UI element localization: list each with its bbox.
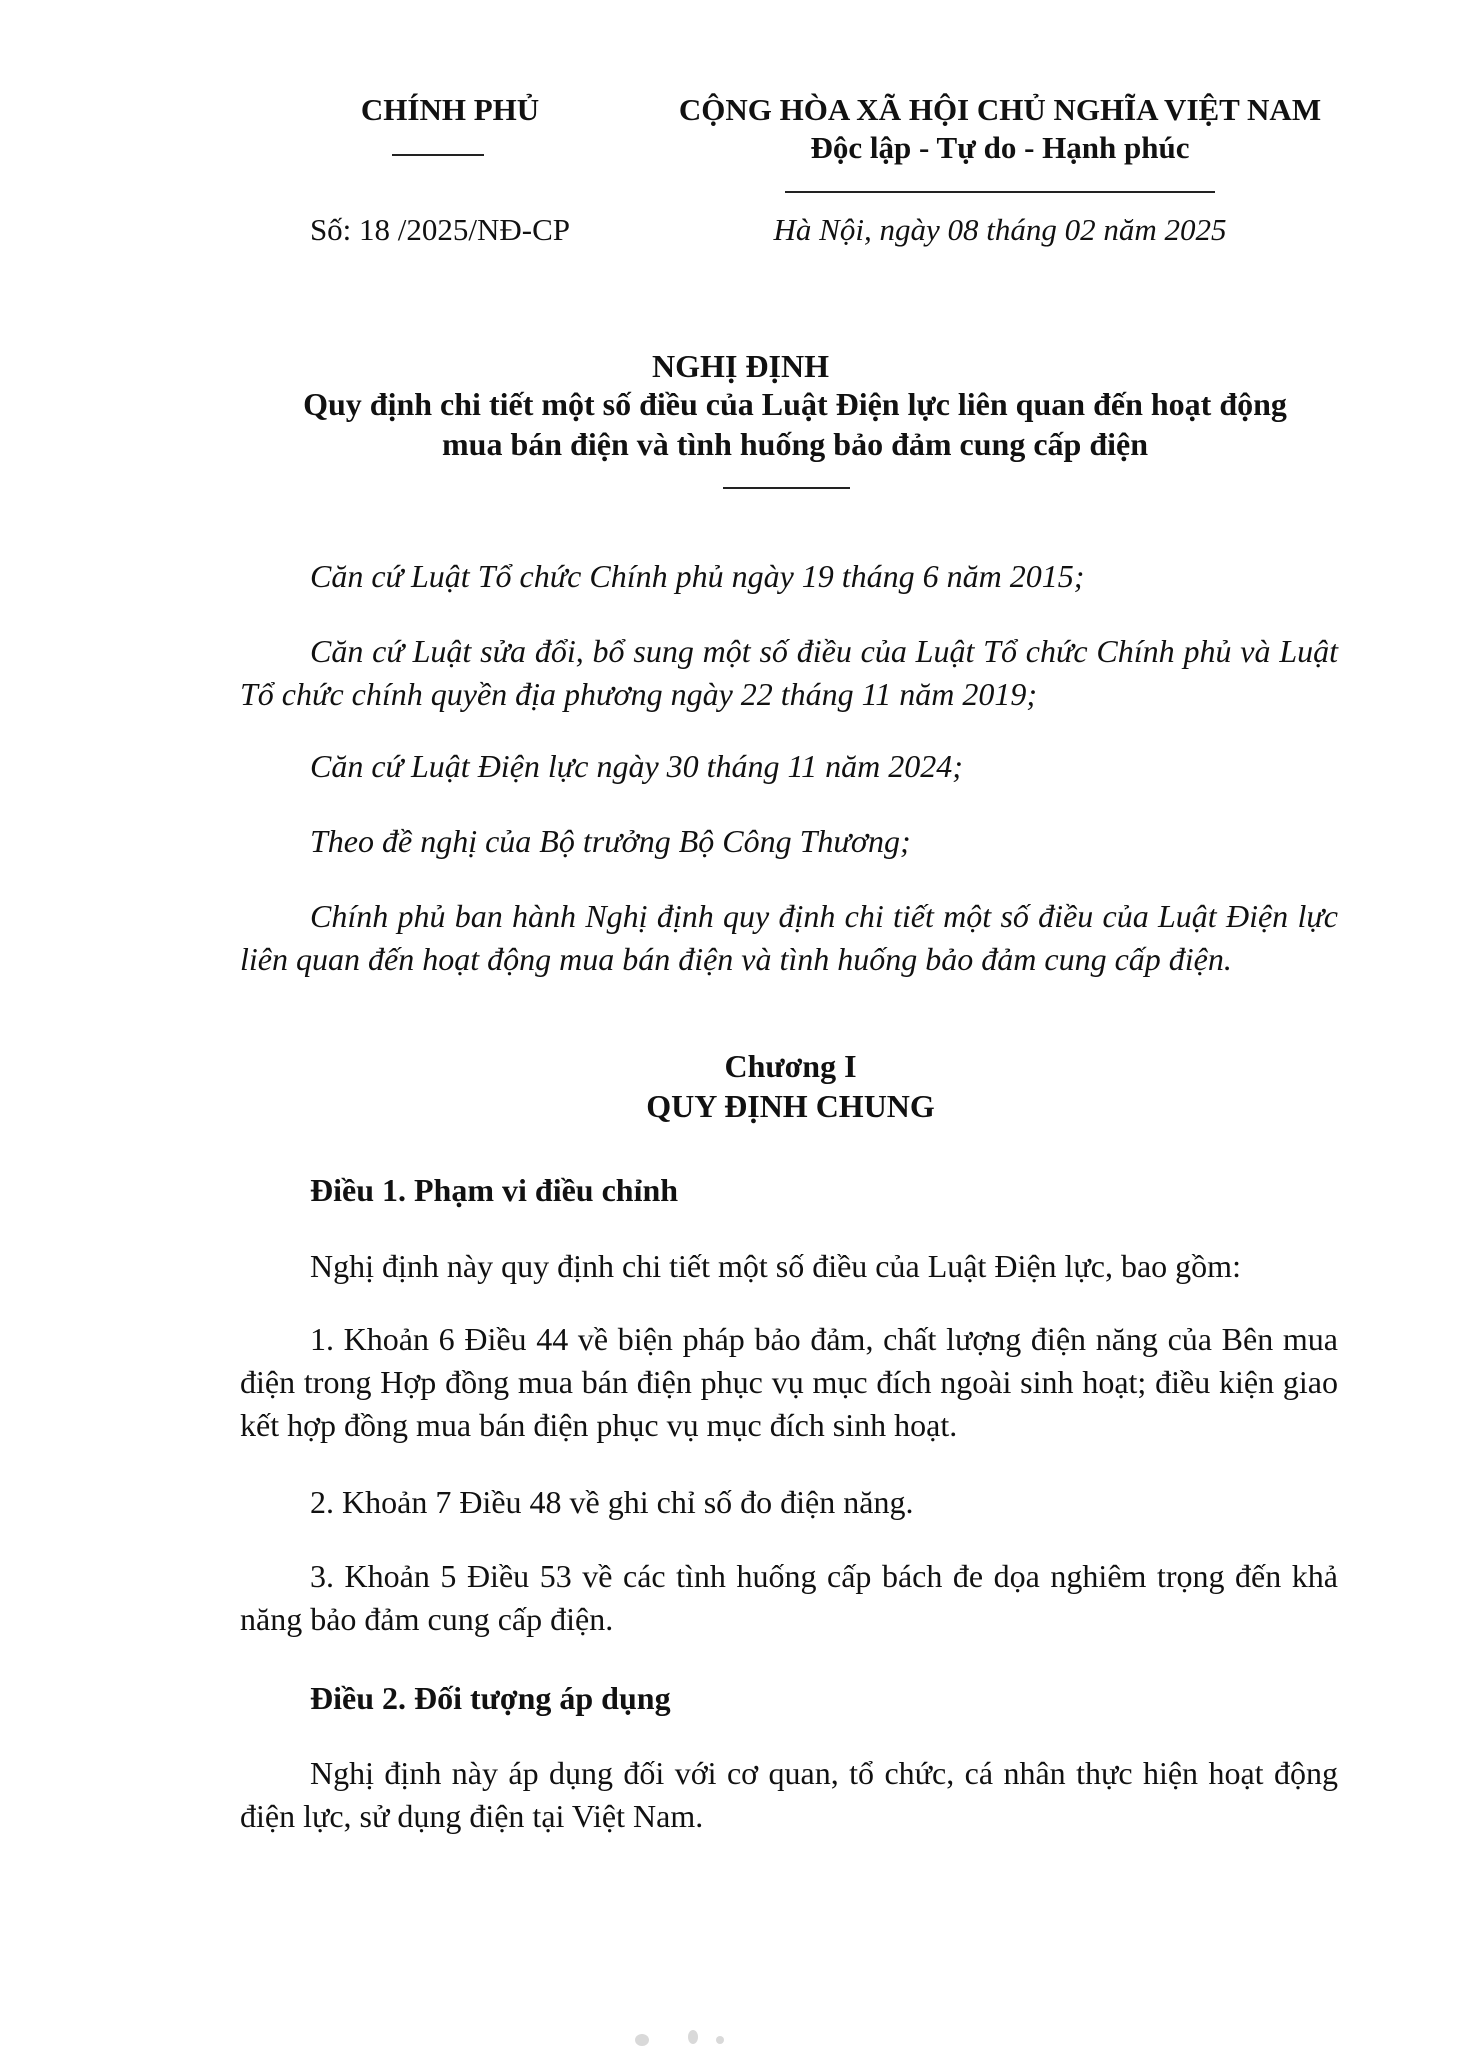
agency-name: CHÍNH PHỦ [360,92,540,127]
place-date: Hà Nội, ngày 08 tháng 02 năm 2025 [773,212,1227,247]
article-1-item: 2. Khoản 7 Điều 48 về ghi chỉ số đo điện năng. [310,1484,914,1520]
motto-underline [785,191,1215,193]
article-1-heading: Điều 1. Phạm vi điều chỉnh [310,1172,679,1208]
document-title-line1: Quy định chi tiết một số điều của Luật Điện lực liên quan đến hoạt động [303,386,1287,422]
article-2-heading: Điều 2. Đối tượng áp dụng [310,1680,671,1716]
preamble-line: Theo đề nghị của Bộ trưởng Bộ Công Thương; [310,823,911,859]
article-1-item: 3. Khoản 5 Điều 53 về các tình huống cấp bách đe dọa nghiêm trọng đến khả năng bảo đảm cung cấp điện. [240,1558,1338,1637]
chapter-title: QUY ĐỊNH CHUNG [646,1088,935,1124]
document-title-line2: mua bán điện và tình huống bảo đảm cung cấp điện [442,426,1148,462]
document-number: Số: 18 /2025/NĐ-CP [309,212,571,247]
national-motto: Độc lập - Tự do - Hạnh phúc [810,130,1190,165]
scan-speck [635,2034,649,2046]
agency-underline [392,154,484,156]
document-type: NGHỊ ĐỊNH [652,348,829,384]
preamble-line: Căn cứ Luật Tổ chức Chính phủ ngày 19 tháng 6 năm 2015; [310,558,1085,594]
country-name: CỘNG HÒA XÃ HỘI CHỦ NGHĨA VIỆT NAM [678,92,1322,127]
preamble-line: Căn cứ Luật sửa đổi, bổ sung một số điều của Luật Tổ chức Chính phủ và Luật Tổ chức chính quyền địa phương ngày 22 tháng 11 năm 2019; [240,633,1338,712]
preamble-line: Chính phủ ban hành Nghị định quy định chi tiết một số điều của Luật Điện lực liên quan đến hoạt động mua bán điện và tình huống bảo đảm cung cấp điện. [240,898,1338,977]
article-2-body: Nghị định này áp dụng đối với cơ quan, tổ chức, cá nhân thực hiện hoạt động điện lực, sử dụng điện tại Việt Nam. [240,1755,1338,1834]
title-underline [723,487,850,489]
preamble-line: Căn cứ Luật Điện lực ngày 30 tháng 11 năm 2024; [310,748,963,784]
scan-speck [688,2030,698,2044]
chapter-number: Chương I [724,1048,857,1084]
scan-speck [716,2036,724,2044]
article-1-intro: Nghị định này quy định chi tiết một số điều của Luật Điện lực, bao gồm: [310,1248,1241,1284]
article-1-item: 1. Khoản 6 Điều 44 về biện pháp bảo đảm, chất lượng điện năng của Bên mua điện trong Hợp đồng mua bán điện phục vụ mục đích ngoài sinh hoạt; điều kiện giao kết hợp đồng mua bán điện phục vụ mục đích sinh hoạt. [240,1321,1338,1443]
